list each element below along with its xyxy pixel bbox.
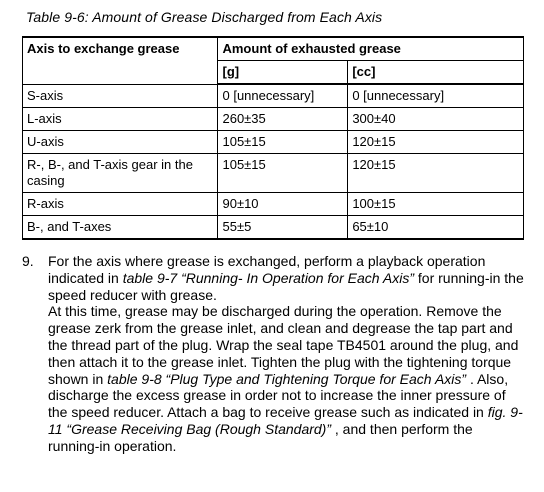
step-paragraph xyxy=(48,303,527,454)
cell-cc: 120±15 xyxy=(348,131,524,154)
cell-cc: 120±15 xyxy=(348,154,524,193)
cell-cc: 0 [unnecessary] xyxy=(348,84,524,108)
table-row xyxy=(23,131,524,154)
table-row xyxy=(23,193,524,216)
cell-g: 105±15 xyxy=(218,131,348,154)
cell-g: 90±10 xyxy=(218,193,348,216)
table-row xyxy=(23,154,524,193)
step-text: for running-in the speed reducer with grease. xyxy=(48,269,524,303)
table-row xyxy=(23,84,524,108)
cell-g: 105±15 xyxy=(218,154,348,193)
step-text: , and then perform the running-in operation. xyxy=(48,420,473,454)
fig-9-11-reference: fig. 9-11 “Grease Receiving Bag (Rough Standard)” xyxy=(48,404,523,437)
cell-cc: 300±40 xyxy=(348,108,524,131)
table-9-8-reference: table 9-8 “Plug Type and Tightening Torque for Each Axis” xyxy=(107,370,467,387)
grease-table xyxy=(22,36,524,240)
step-text: For the axis where grease is exchanged, perform a playback operation indicated in xyxy=(48,253,486,286)
unit-cc: [cc] xyxy=(348,61,524,85)
cell-g: 0 [unnecessary] xyxy=(218,84,348,108)
step-text: . Also, discharge the excess grease in order not to increase the inner pressure of the speed reducer. Attach a bag to receive grease such as indicated in xyxy=(48,370,509,421)
step-text: At this time, grease may be discharged during the operation. Remove the grease zerk from the grease inlet, and clean and degrease the tap part and the thread part of the plug. Wrap the seal tape TB4501 around the plug, and then attach it to the grease inlet. Tighten the plug with the tightening torque shown in xyxy=(48,303,519,387)
step-paragraph xyxy=(48,253,527,303)
step-9 xyxy=(22,253,527,455)
cell-g: 55±5 xyxy=(218,216,348,240)
table-row xyxy=(23,216,524,240)
header-axis: Axis to exchange grease xyxy=(23,37,218,84)
cell-axis: S-axis xyxy=(23,84,218,108)
table-caption: Table 9-6: Amount of Grease Discharged from Each Axis xyxy=(26,9,383,25)
cell-axis: R-, B-, and T-axis gear in the casing xyxy=(23,154,218,193)
table-row xyxy=(23,108,524,131)
step-number: 9. xyxy=(22,253,34,269)
cell-cc: 65±10 xyxy=(348,216,524,240)
table-header-row xyxy=(23,37,524,61)
cell-cc: 100±15 xyxy=(348,193,524,216)
cell-axis: R-axis xyxy=(23,193,218,216)
unit-g: [g] xyxy=(218,61,348,85)
header-amount: Amount of exhausted grease xyxy=(218,37,524,61)
cell-axis: B-, and T-axes xyxy=(23,216,218,240)
cell-axis: L-axis xyxy=(23,108,218,131)
cell-axis: U-axis xyxy=(23,131,218,154)
table-9-7-reference: table 9-7 “Running- In Operation for Each Axis” xyxy=(122,269,415,286)
cell-g: 260±35 xyxy=(218,108,348,131)
step-body xyxy=(48,253,527,455)
